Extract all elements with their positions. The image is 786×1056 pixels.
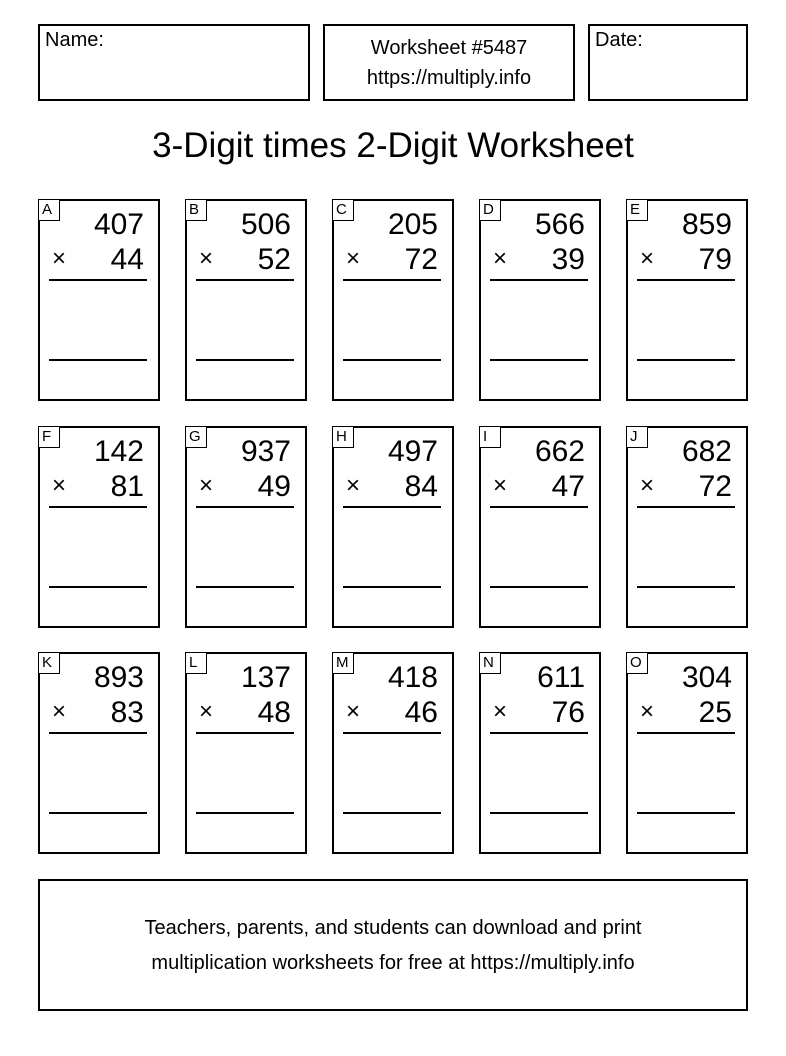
- multiplicand: 497: [387, 435, 438, 468]
- times-sign: ×: [199, 245, 214, 272]
- product-rule: [490, 279, 588, 281]
- page-title: 3-Digit times 2-Digit Worksheet: [152, 126, 634, 165]
- multiplicand: 205: [387, 208, 438, 241]
- name-label: Name:: [45, 29, 104, 51]
- multiplicand: 142: [93, 435, 144, 468]
- answer-line[interactable]: [49, 359, 147, 361]
- answer-line[interactable]: [490, 812, 588, 814]
- problem-letter: F: [38, 426, 60, 448]
- multiplier: 48: [257, 696, 291, 729]
- problem-letter: K: [38, 652, 60, 674]
- times-sign: ×: [640, 698, 655, 725]
- multiplicand: 304: [681, 661, 732, 694]
- times-sign: ×: [493, 698, 508, 725]
- problem-letter: O: [626, 652, 648, 674]
- problem-card[interactable]: [185, 426, 307, 628]
- problem-letter: A: [38, 199, 60, 221]
- problem-card[interactable]: [38, 199, 160, 401]
- multiplier: 84: [404, 470, 438, 503]
- multiplicand: 407: [93, 208, 144, 241]
- footer-line-1: Teachers, parents, and students can download and print: [144, 917, 642, 939]
- answer-line[interactable]: [196, 586, 294, 588]
- problem-letter: M: [332, 652, 354, 674]
- answer-line[interactable]: [49, 586, 147, 588]
- footer-line-2: multiplication worksheets for free at https://multiply.info: [151, 952, 635, 974]
- multiplier: 25: [698, 696, 732, 729]
- multiplier: 44: [110, 243, 144, 276]
- product-rule: [49, 732, 147, 734]
- problem-letter: N: [479, 652, 501, 674]
- answer-line[interactable]: [637, 586, 735, 588]
- times-sign: ×: [52, 472, 67, 499]
- product-rule: [343, 732, 441, 734]
- problem-card[interactable]: [38, 652, 160, 854]
- product-rule: [196, 732, 294, 734]
- product-rule: [196, 279, 294, 281]
- times-sign: ×: [346, 698, 361, 725]
- problem-card[interactable]: [626, 652, 748, 854]
- answer-line[interactable]: [490, 586, 588, 588]
- product-rule: [49, 279, 147, 281]
- answer-line[interactable]: [49, 812, 147, 814]
- times-sign: ×: [52, 245, 67, 272]
- multiplier: 76: [551, 696, 585, 729]
- times-sign: ×: [493, 472, 508, 499]
- problem-letter: G: [185, 426, 207, 448]
- problem-letter: C: [332, 199, 354, 221]
- multiplicand: 506: [240, 208, 291, 241]
- multiplicand: 566: [534, 208, 585, 241]
- multiplier: 79: [698, 243, 732, 276]
- problem-card[interactable]: [38, 426, 160, 628]
- multiplier: 47: [551, 470, 585, 503]
- product-rule: [637, 279, 735, 281]
- multiplier: 52: [257, 243, 291, 276]
- times-sign: ×: [346, 245, 361, 272]
- worksheet-info-box: [323, 24, 575, 101]
- multiplier: 39: [551, 243, 585, 276]
- problem-letter: E: [626, 199, 648, 221]
- times-sign: ×: [640, 245, 655, 272]
- times-sign: ×: [346, 472, 361, 499]
- problem-card[interactable]: [185, 652, 307, 854]
- answer-line[interactable]: [343, 812, 441, 814]
- problem-card[interactable]: [332, 426, 454, 628]
- problem-card[interactable]: [479, 426, 601, 628]
- answer-line[interactable]: [343, 586, 441, 588]
- multiplicand: 662: [534, 435, 585, 468]
- date-field[interactable]: [588, 24, 748, 101]
- answer-line[interactable]: [637, 812, 735, 814]
- times-sign: ×: [199, 698, 214, 725]
- multiplicand: 937: [240, 435, 291, 468]
- product-rule: [490, 732, 588, 734]
- problem-card[interactable]: [626, 426, 748, 628]
- multiplicand: 418: [387, 661, 438, 694]
- multiplicand: 682: [681, 435, 732, 468]
- problem-letter: I: [479, 426, 501, 448]
- problem-card[interactable]: [626, 199, 748, 401]
- multiplicand: 859: [681, 208, 732, 241]
- problem-letter: B: [185, 199, 207, 221]
- multiplier: 49: [257, 470, 291, 503]
- problem-card[interactable]: [479, 199, 601, 401]
- answer-line[interactable]: [343, 359, 441, 361]
- multiplier: 72: [404, 243, 438, 276]
- product-rule: [490, 506, 588, 508]
- multiplier: 81: [110, 470, 144, 503]
- footer-box: [38, 879, 748, 1011]
- answer-line[interactable]: [196, 812, 294, 814]
- times-sign: ×: [640, 472, 655, 499]
- multiplicand: 611: [537, 661, 585, 694]
- multiplier: 83: [110, 696, 144, 729]
- product-rule: [637, 506, 735, 508]
- multiplicand: 137: [240, 661, 291, 694]
- answer-line[interactable]: [196, 359, 294, 361]
- product-rule: [637, 732, 735, 734]
- worksheet-number: Worksheet #5487: [370, 37, 528, 59]
- problem-letter: L: [185, 652, 207, 674]
- multiplier: 46: [404, 696, 438, 729]
- problem-card[interactable]: [332, 199, 454, 401]
- problem-card[interactable]: [479, 652, 601, 854]
- multiplier: 72: [698, 470, 732, 503]
- multiplicand: 893: [93, 661, 144, 694]
- times-sign: ×: [493, 245, 508, 272]
- answer-line[interactable]: [490, 359, 588, 361]
- times-sign: ×: [52, 698, 67, 725]
- answer-line[interactable]: [637, 359, 735, 361]
- date-label: Date:: [595, 29, 643, 51]
- problem-card[interactable]: [185, 199, 307, 401]
- problem-letter: J: [626, 426, 648, 448]
- product-rule: [343, 279, 441, 281]
- times-sign: ×: [199, 472, 214, 499]
- worksheet-url: https://multiply.info: [366, 67, 532, 89]
- problem-letter: H: [332, 426, 354, 448]
- problem-card[interactable]: [332, 652, 454, 854]
- name-field[interactable]: [38, 24, 310, 101]
- product-rule: [49, 506, 147, 508]
- product-rule: [196, 506, 294, 508]
- problem-letter: D: [479, 199, 501, 221]
- product-rule: [343, 506, 441, 508]
